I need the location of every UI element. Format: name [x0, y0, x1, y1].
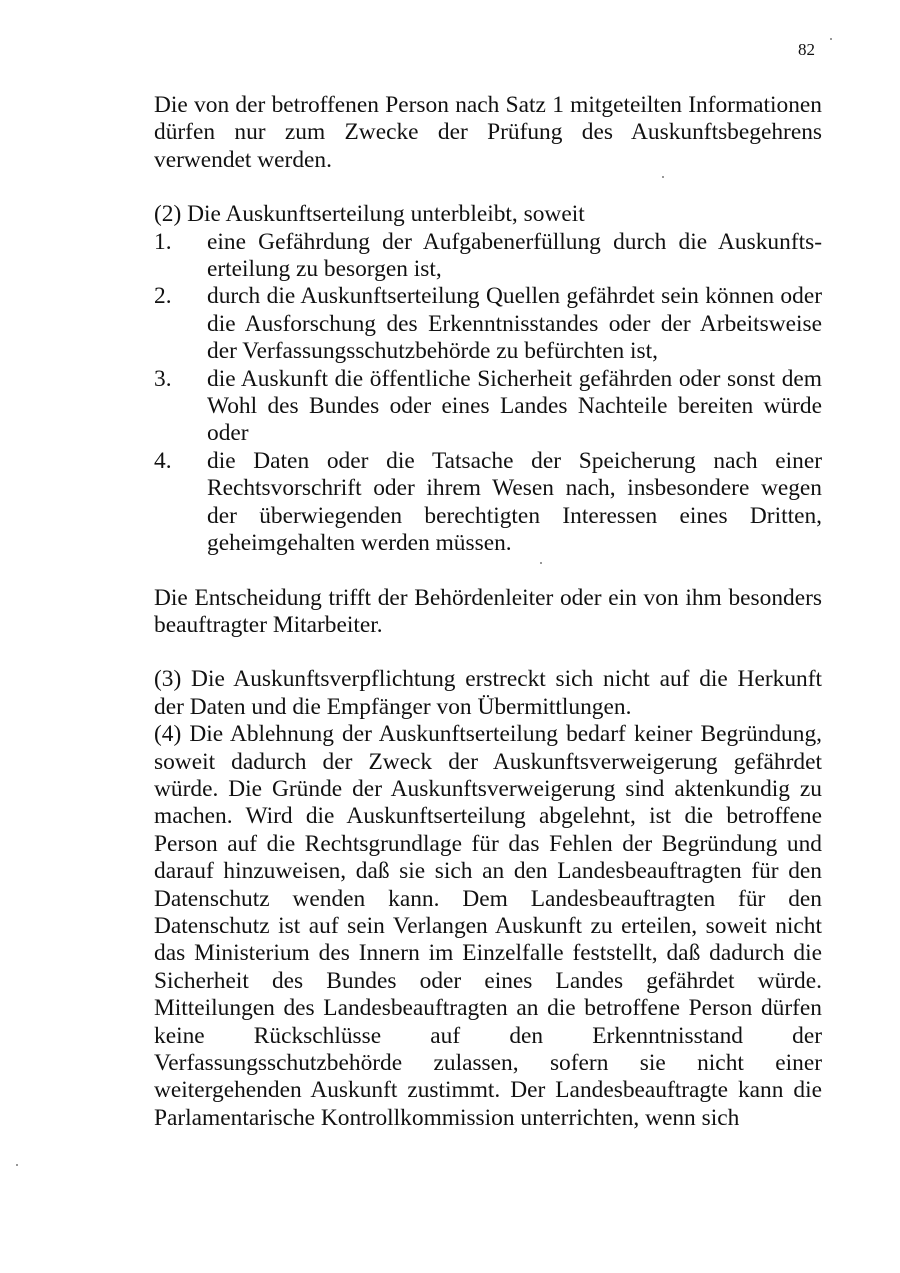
scan-speck — [540, 562, 542, 564]
paragraph-decision: Die Entscheidung trifft der Behördenleiter oder ein von ihm besonders beauftragter Mitarbeiter. — [154, 584, 822, 638]
list-item-number: 3. — [154, 365, 172, 392]
list-item — [154, 283, 822, 365]
page-number: 82 — [798, 40, 815, 59]
paragraph-section-4: (4) Die Ablehnung der Auskunftserteilung bedarf keiner Begründung, soweit dadurch der Zweck der Auskunftsverweigerung gefährdet würde. Die Gründe der Auskunftsverweigerung sind aktenkundig zu machen. Wird die Auskunftserteilung abgelehnt, ist die betroffene Person auf die Rechtsgrundlage für das Fehlen der Begründung und darauf hinzuweisen, daß sie sich an den Landesbeauftragten für den Datenschutz wenden kann. Dem Landesbeauftragten für den Datenschutz ist auf sein Verlangen Auskunft zu erteilen, soweit nicht das Ministerium des Innern im Einzelfalle feststellt, daß dadurch die Sicherheit des Bundes oder eines Landes gefährdet würde. Mitteilungen des Landesbeauftragten an die betroffene Person dürfen keine Rückschlüsse auf den Erkenntnisstand der Verfassungsschutzbehörde zulassen, sofern sie nicht einer weitergehenden Auskunft zustimmt. Der Landesbeauftragte kann die Parlamentarische Kontrollkommission unterrichten, wenn sich — [154, 721, 822, 1131]
list-item-number: 1. — [154, 228, 172, 255]
scan-speck — [830, 38, 832, 40]
paragraph-section-2-intro: (2) Die Auskunftserteilung unterbleibt, soweit — [154, 201, 585, 228]
scan-speck — [16, 1164, 18, 1166]
list-item — [154, 448, 822, 558]
list-item — [154, 229, 822, 284]
list-item-number: 2. — [154, 283, 172, 310]
list-item-text: eine Gefährdung der Aufgabenerfüllung durch die Auskunfts- erteilung zu besorgen ist, — [207, 228, 822, 283]
paragraph-continued: Die von der betroffenen Person nach Satz 1 mitgeteilten Informationen dürfen nur zum Zwecke der Prüfung des Auskunftsbegehrens verwendet werden. — [154, 92, 822, 173]
paragraph-section-3: (3) Die Auskunftsverpflichtung erstreckt sich nicht auf die Herkunft der Daten und die Empfänger von Übermittlungen. — [154, 666, 822, 720]
list-item-text: die Auskunft die öffentliche Sicherheit gefährden oder sonst dem Wohl des Bundes oder eines Landes Nachteile bereiten würde oder — [207, 365, 822, 447]
list-item-text: durch die Auskunftserteilung Quellen gefährdet sein können oder die Ausforschung des Erkenntnisstandes oder der Arbeitsweise der Verfassungsschutzbehörde zu befürchten ist, — [207, 283, 822, 365]
scan-speck — [662, 176, 664, 178]
numbered-list — [154, 229, 822, 558]
list-item-number: 4. — [154, 447, 172, 474]
page-body — [154, 92, 822, 1132]
list-item — [154, 366, 822, 448]
list-item-text: die Daten oder die Tatsache der Speicherung nach einer Rechtsvorschrift oder ihrem Wesen nach, insbesondere wegen der überwiegenden berechtigten Interessen eines Dritten, geheimgehalten werden müssen. — [207, 447, 822, 557]
